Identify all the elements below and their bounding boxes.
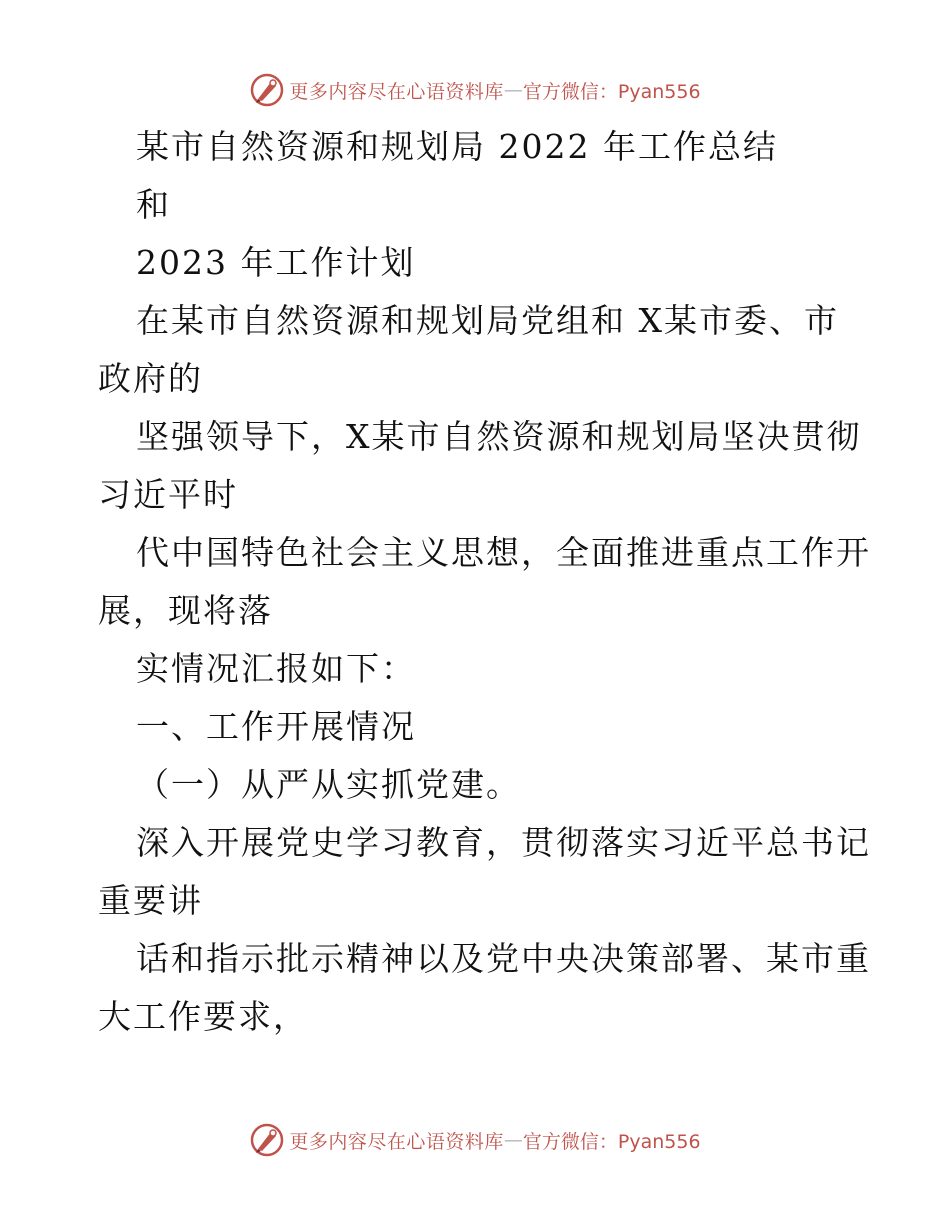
banner-contact: 官方微信：Pyan556 (522, 1130, 701, 1153)
subsection-heading: （一）从严从实抓党建。 (136, 765, 521, 804)
paragraph-line: 实情况汇报如下： (136, 649, 416, 688)
document-title-line-2: 和 (136, 185, 171, 224)
document-title-line-3: 2023 年工作计划 (136, 243, 416, 282)
banner-text: 更多内容尽在心语资料库 (289, 80, 504, 103)
quill-pen-logo-icon (249, 72, 285, 108)
paragraph-line: 坚强领导下，X某市自然资源和规划局坚决贯彻 (136, 417, 862, 456)
document-body (98, 118, 871, 1046)
paragraph-line: 展，现将落 (98, 591, 273, 630)
banner-separator: — (503, 1129, 523, 1151)
header-banner (0, 70, 950, 110)
paragraph-line: 政府的 (98, 359, 203, 398)
paragraph-line: 大工作要求， (98, 997, 308, 1036)
banner-contact: 官方微信：Pyan556 (522, 80, 701, 103)
banner-text: 更多内容尽在心语资料库 (289, 1130, 504, 1153)
paragraph-line: 话和指示批示精神以及党中央决策部署、某市重 (136, 939, 871, 978)
document-title-line-1: 某市自然资源和规划局 2022 年工作总结 (136, 127, 778, 166)
footer-banner (0, 1120, 950, 1160)
banner-separator: — (503, 79, 523, 101)
quill-pen-logo-icon (249, 1122, 285, 1158)
paragraph-line: 习近平时 (98, 475, 238, 514)
paragraph-line: 代中国特色社会主义思想，全面推进重点工作开 (136, 533, 871, 572)
paragraph-line: 重要讲 (98, 881, 203, 920)
paragraph-line: 在某市自然资源和规划局党组和 X某市委、市 (136, 301, 839, 340)
section-heading: 一、工作开展情况 (136, 707, 416, 746)
paragraph-line: 深入开展党史学习教育，贯彻落实习近平总书记 (136, 823, 871, 862)
